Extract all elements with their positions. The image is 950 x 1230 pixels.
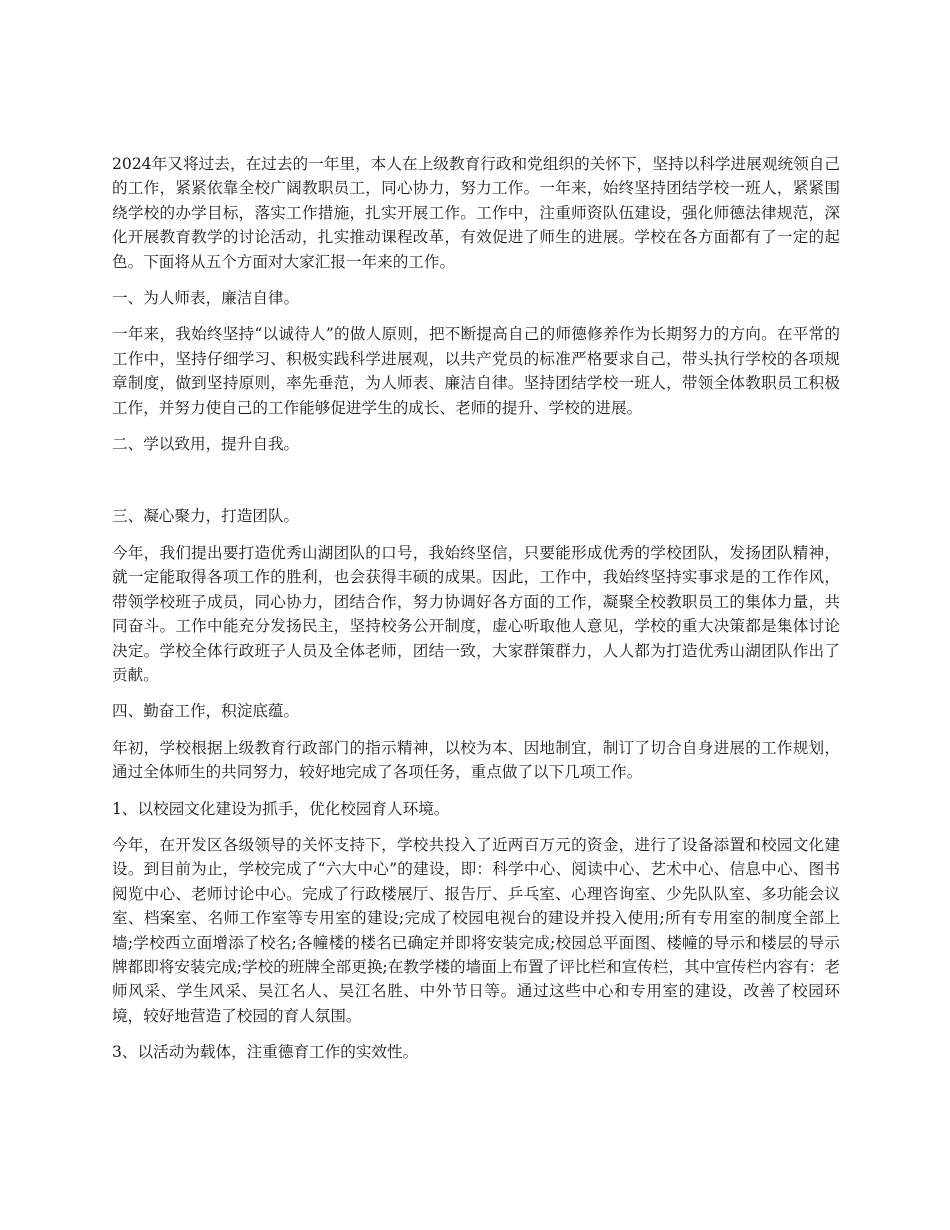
item-1-heading: 1、以校园文化建设为抓手，优化校园育人环境。: [112, 799, 450, 818]
document-page: [112, 152, 840, 1077]
item-1-paragraph: 今年，在开发区各级领导的关怀支持下，学校共投入了近两百万元的资金，进行了设备添置和校园文化建设。到目前为止，学校完成了“六大中心”的建设，即：科学中心、阅读中心、艺术中心、信息中心、图书阅览中心、老师讨论中心。完成了行政楼展厅、报告厅、乒乓室、心理咨询室、少先队队室、多功能会议室、档案室、名师工作室等专用室的建设;完成了校园电视台的建设并投入使用;所有专用室的制度全部上墙;学校西立面增添了校名;各幢楼的楼名已确定并即将安装完成;校园总平面图、楼幢的导示和楼层的导示牌都即将安装完成;学校的班牌全部更换;在教学楼的墙面上布置了评比栏和宣传栏，其中宣传栏内容有：老师风采、学生风采、吴江名人、吴江名胜、中外节日等。通过这些中心和专用室的建设，改善了校园环境，较好地营造了校园的育人氛围。: [112, 835, 840, 1025]
intro-paragraph: 2024年又将过去，在过去的一年里，本人在上级教育行政和党组织的关怀下，坚持以科学进展观统领自己的工作，紧紧依靠全校广阔教职员工，同心协力，努力工作。一年来，始终坚持团结学校一班人，紧紧围绕学校的办学目标，落实工作措施，扎实开展工作。工作中，注重师资队伍建设，强化师德法律规范，深化开展教育教学的讨论活动，扎实推动课程改革，有效促进了师生的进展。学校在各方面都有了一定的起色。下面将从五个方面对大家汇报一年来的工作。: [112, 155, 840, 271]
section-2-heading: 二、学以致用，提升自我。: [112, 435, 300, 454]
blank-gap: [112, 468, 840, 504]
section-3-heading: 三、凝心聚力，打造团队。: [112, 507, 300, 526]
section-4-heading: 四、勤奋工作，积淀底蕴。: [112, 702, 300, 721]
section-1-heading: 一、为人师表，廉洁自律。: [112, 289, 300, 308]
section-1-paragraph: 一年来，我始终坚持“以诚待人”的做人原则，把不断提高自己的师德修养作为长期努力的方向。在平常的工作中，坚持仔细学习、积极实践科学进展观，以共产党员的标准严格要求自己，带头执行学校的各项规章制度，做到坚持原则，率先垂范，为人师表、廉洁自律。坚持团结学校一班人，带领全体教职员工积极工作，并努力使自己的工作能够促进学生的成长、老师的提升、学校的进展。: [112, 325, 840, 417]
section-4-paragraph: 年初，学校根据上级教育行政部门的指示精神，以校为本、因地制宜，制订了切合自身进展的工作规划，通过全体师生的共同努力，较好地完成了各项任务，重点做了以下几项工作。: [112, 738, 840, 782]
section-3-paragraph: 今年，我们提出要打造优秀山湖团队的口号，我始终坚信，只要能形成优秀的学校团队，发扬团队精神，就一定能取得各项工作的胜利，也会获得丰硕的成果。因此，工作中，我始终坚持实事求是的工作作风，带领学校班子成员，同心协力，团结合作，努力协调好各方面的工作，凝聚全校教职员工的集体力量，共同奋斗。工作中能充分发扬民主，坚持校务公开制度，虚心听取他人意见，学校的重大决策都是集体讨论决定。学校全体行政班子人员及全体老师，团结一致，大家群策群力，人人都为打造优秀山湖团队作出了贡献。: [112, 543, 840, 684]
item-3-heading: 3、以活动为载体，注重德育工作的实效性。: [112, 1043, 419, 1062]
